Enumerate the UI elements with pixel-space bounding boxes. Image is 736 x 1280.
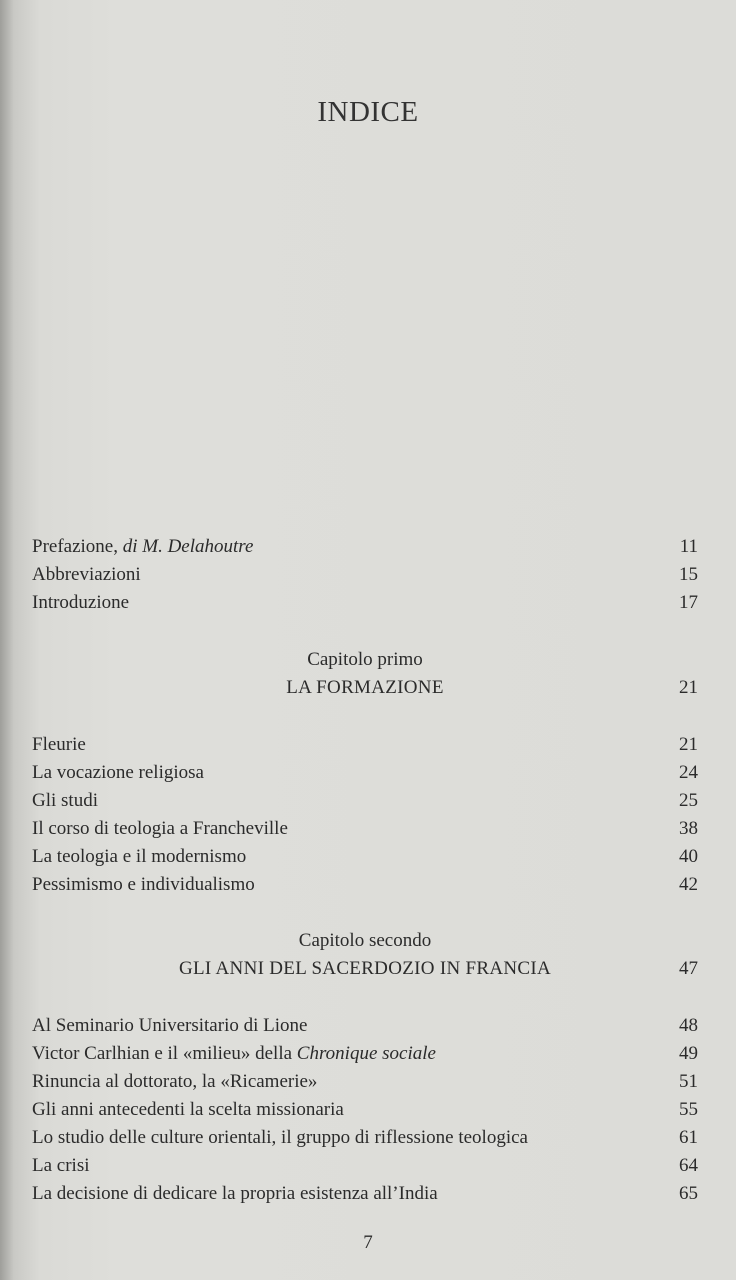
toc-entry-text: La crisi [32,1155,90,1176]
page-number: 7 [363,1232,373,1253]
toc-entry [32,873,698,897]
chapter-title: LA FORMAZIONE [286,677,444,698]
toc-entry-page: 38 [679,818,698,839]
chapter-label: Capitolo secondo [298,930,432,951]
toc-entry-text: Gli studi [32,790,98,811]
toc-entry-page: 40 [679,846,698,867]
toc-entry-page: 64 [679,1155,698,1176]
toc-entry [32,1182,698,1206]
toc-entry [32,1126,698,1150]
page-title: INDICE [317,96,419,128]
chapter-label: Capitolo primo [307,649,423,670]
toc-entry-page: 21 [679,734,698,755]
chapter-title: GLI ANNI DEL SACERDOZIO IN FRANCIA [178,958,552,979]
toc-entry [32,1042,698,1066]
toc-entry [32,1098,698,1122]
toc-entry-introduzione [32,591,698,615]
toc-entry-text: Gli anni antecedenti la scelta missionaria [32,1099,344,1120]
toc-entry-page: 17 [679,592,698,613]
toc-entry-page: 61 [679,1127,698,1148]
toc-entry-page: 48 [679,1015,698,1036]
toc-entry-text: Pessimismo e individualismo [32,874,255,895]
toc-entry [32,1070,698,1094]
toc-entry [32,817,698,841]
toc-entry [32,1014,698,1038]
toc-entry-text: Introduzione [32,592,130,613]
toc-entry-text: Fleurie [32,734,86,755]
toc-entry [32,845,698,869]
toc-entry-author: di M. Delahoutre [122,536,254,557]
toc-entry-text: La vocazione religiosa [32,762,204,783]
toc-entry-page: 24 [679,762,698,783]
toc-entry-text: Al Seminario Universitario di Lione [32,1015,308,1036]
toc-entry [32,761,698,785]
toc-entry-text: La decisione di dedicare la propria esistenza all’India [32,1183,438,1204]
toc-entry-page: 15 [679,564,698,585]
toc-entry-abbreviazioni [32,563,698,587]
chapter-page: 21 [679,677,698,698]
toc-entry [32,1154,698,1178]
toc-entry-page: 25 [679,790,698,811]
toc-entry-text: Rinuncia al dottorato, la «Ricamerie» [32,1071,318,1092]
toc-entry-page: 49 [679,1043,698,1064]
toc-entry-text: Lo studio delle culture orientali, il gruppo di riflessione teologica [32,1127,528,1148]
toc-entry-page: 65 [679,1183,698,1204]
toc-entry-text: Prefazione, [32,536,123,557]
toc-entry-text: Abbreviazioni [32,564,141,585]
toc-entry-page: 55 [679,1099,698,1120]
toc-entry-prefazione [32,535,698,559]
toc-entry-page: 11 [679,536,698,557]
toc-entry-italic: Chronique sociale [296,1043,436,1064]
toc-entry-text: Il corso di teologia a Francheville [32,818,288,839]
toc-entry-page: 42 [679,874,698,895]
toc-entry [32,733,698,757]
toc-entry-text: Victor Carlhian e il «milieu» della [32,1043,297,1064]
toc-entry-page: 51 [679,1071,698,1092]
chapter-page: 47 [679,958,698,979]
toc-entry [32,789,698,813]
toc-entry-text: La teologia e il modernismo [32,846,247,867]
